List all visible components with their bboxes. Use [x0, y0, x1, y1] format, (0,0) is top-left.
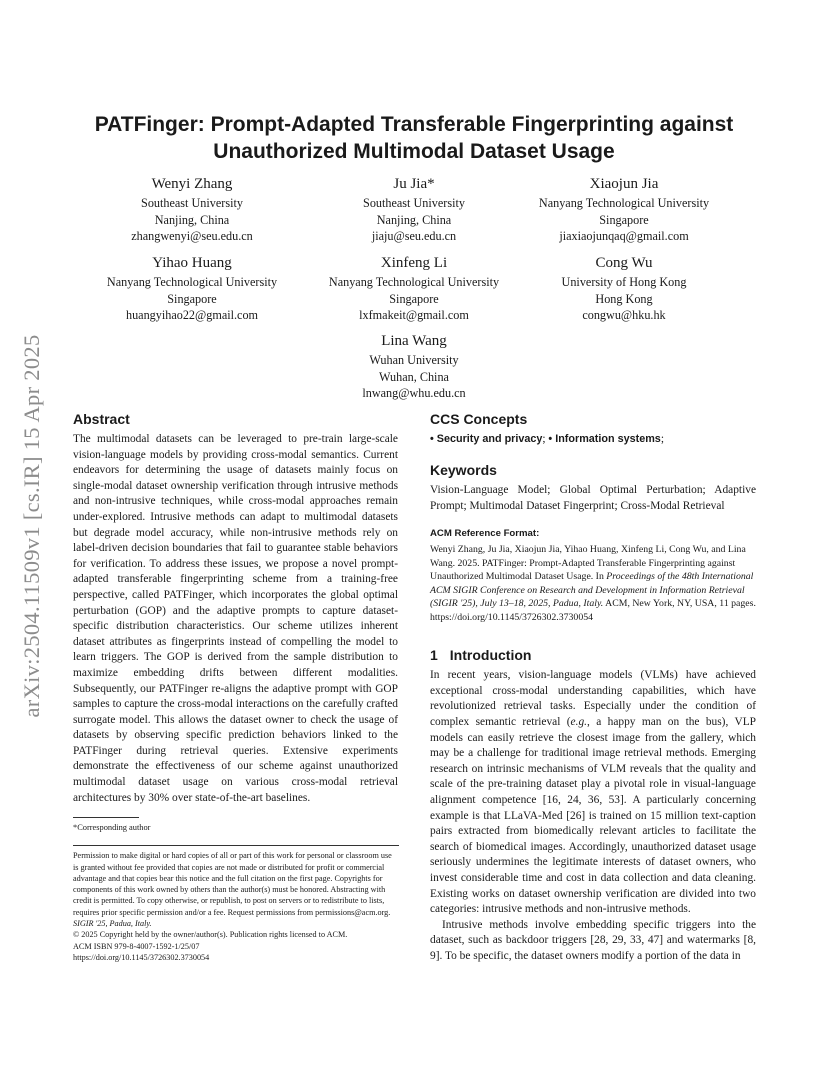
keywords-heading: Keywords	[430, 462, 497, 478]
author-affiliation: University of Hong Kong	[561, 275, 687, 289]
author-email[interactable]: huangyihao22@gmail.com	[125, 308, 259, 322]
introduction-paragraph: Intrusive methods involve embedding specific triggers into the dataset, such as backdoor triggers [28, 29, 33, 47] and watermarks [8, 9]. To be specific, the dataset owners modify a portion of the data in	[430, 918, 756, 962]
paper-title: PATFinger: Prompt-Adapted Transferable Fingerprinting against Unauthorized Multimodal Dataset Usage	[94, 113, 734, 163]
author-affiliation: Nanyang Technological University	[538, 196, 710, 210]
abstract-heading: Abstract	[73, 411, 130, 427]
author-email[interactable]: lnwang@whu.edu.cn	[362, 386, 466, 400]
copyright-line: © 2025 Copyright held by the owner/author(s). Publication rights licensed to ACM.	[73, 930, 348, 940]
permission-divider	[73, 845, 399, 846]
author-name: Wenyi Zhang	[151, 176, 233, 192]
author-affiliation: Nanyang Technological University	[328, 275, 500, 289]
acm-reference-tail: ACM, New York, NY, USA, 11 pages. https://doi.org/10.1145/3726302.3730054	[430, 598, 756, 623]
author-email[interactable]: jiaju@seu.edu.cn	[371, 229, 457, 243]
arxiv-identifier: arXiv:2504.11509v1 [cs.IR] 15 Apr 2025	[19, 334, 44, 718]
section-title: Introduction	[449, 647, 532, 664]
permission-block	[73, 850, 398, 963]
author-name: Yihao Huang	[152, 255, 232, 271]
ccs-heading: CCS Concepts	[430, 411, 528, 427]
abstract-text: The multimodal datasets can be leveraged to pre-train large-scale vision-language models by providing cross-modal semantics. Current endeavors for determining the usage of datasets mainly focus on single-modal dataset ownership verification through intrusive methods and non-intrusive techniques, while cross-modal approaches remain under-explored. Intrusive methods can adapt to multimodal datasets but degrade model accuracy, while non-intrusive methods rely on label-driven decision boundaries that fail to guarantee stable behaviors for verification. To address these issues, we propose a novel prompt-adapted transferable fingerprinting scheme from a training-free perspective, called PATFinger, which incorporates the global optimal perturbation (GOP) and the adaptive prompts to capture dataset-specific distribution characteristics. Our scheme utilizes inherent dataset attributes as fingerprints instead of compelling the model to learn triggers. The GOP is derived from the sample distribution to maximize embedding drifts between different modalities. Subsequently, our PATFinger re-aligns the adaptive prompt with GOP samples to capture the cross-modal interactions on the carefully crafted surrogate model. This allows the dataset owner to check the usage of datasets by observing specific prediction behaviors linked to the PATFinger during retrieval queries. Extensive experiments demonstrate the effectiveness of our scheme against unauthorized multimodal dataset usage on various cross-modal retrieval architectures by 30% over state-of-the-art baselines.	[73, 433, 398, 804]
permission-text: Permission to make digital or hard copies of all or part of this work for personal or classroom use is granted without fee provided that copies are not made or distributed for profit or commercial advantage and that copies bear this notice and the full citation on the first page. Copyrights for components of this work owned by others than the author(s) must be honored. Abstracting with credit is permitted. To copy otherwise, or republish, to post on servers or to redistribute to lists, requires prior specific permission and/or a fee. Request permissions from permissions@acm.org.	[73, 851, 392, 917]
introduction-heading	[430, 646, 756, 664]
section-number: 1	[430, 647, 438, 664]
author-name: Cong Wu	[595, 255, 653, 271]
author-block	[62, 254, 322, 324]
author-email[interactable]: congwu@hku.hk	[582, 308, 666, 322]
author-block	[494, 175, 754, 245]
ccs-separator: ;	[542, 433, 549, 445]
left-column	[73, 410, 398, 963]
right-column	[430, 410, 756, 964]
keywords-text: Vision-Language Model; Global Optimal Perturbation; Adaptive Prompt; Multimodal Dataset Fingerprint; Cross-Modal Retrieval	[430, 484, 756, 512]
author-email[interactable]: zhangwenyi@seu.edu.cn	[131, 229, 253, 243]
author-affiliation: Southeast University	[141, 196, 243, 210]
author-block	[284, 332, 544, 402]
author-affiliation: Nanyang Technological University	[106, 275, 278, 289]
author-name: Lina Wang	[381, 333, 447, 349]
author-name: Xiaojun Jia	[589, 176, 659, 192]
acm-reference-proceedings: Proceedings of the 48th International ACM SIGIR Conference on Research and Development in Information Retrieval (SIGIR '25), July 13–18, 2025, Padua, Italy.	[430, 571, 754, 610]
doi-link[interactable]: https://doi.org/10.1145/3726302.3730054	[73, 952, 210, 962]
author-block	[494, 254, 754, 324]
arxiv-side-stamp	[12, 296, 52, 756]
introduction-paragraph	[430, 668, 756, 918]
ccs-end: ;	[660, 433, 664, 445]
acm-reference-text	[430, 543, 756, 624]
author-location: Nanjing, China	[154, 212, 230, 227]
intro-eg: e.g.	[570, 715, 587, 728]
author-location: Nanjing, China	[376, 212, 452, 227]
author-location: Singapore	[167, 291, 217, 306]
author-location: Singapore	[389, 291, 439, 306]
author-location: Wuhan, China	[379, 369, 449, 384]
author-affiliation: Wuhan University	[369, 353, 459, 367]
acm-reference-authors: Wenyi Zhang, Ju Jia, Xiaojun Jia, Yihao Huang, Xinfeng Li, Cong Wu, and Lina Wang. 2025. PATFinger: Prompt-Adapted Transferable Fingerprinting against Unauthorized Multimodal Dataset Usage. In	[430, 544, 746, 583]
footnote-divider	[73, 817, 139, 818]
author-location: Singapore	[599, 212, 649, 227]
author-email[interactable]: jiaxiaojunqaq@gmail.com	[559, 229, 689, 243]
author-name: Ju Jia*	[393, 176, 435, 192]
ccs-concepts	[430, 432, 756, 447]
author-block	[62, 175, 322, 245]
isbn-line: ACM ISBN 979-8-4007-1592-1/25/07	[73, 941, 200, 951]
corresponding-author-footnote: *Corresponding author	[73, 823, 151, 833]
author-name: Xinfeng Li	[380, 255, 448, 271]
intro-text: In recent years, vision-language models (VLMs) have achieved exceptional cross-modal understanding capabilities, which have revolutionized retrieval tasks. Especially under the condition of complex semantic retrieval (	[430, 669, 756, 728]
author-location: Hong Kong	[595, 291, 653, 306]
venue-line: SIGIR '25, Padua, Italy.	[73, 919, 152, 929]
author-email[interactable]: lxfmakeit@gmail.com	[359, 308, 469, 322]
author-affiliation: Southeast University	[363, 196, 465, 210]
acm-reference-heading: ACM Reference Format:	[430, 528, 540, 540]
intro-text: , a happy man on the bus), VLP models can easily retrieve the closest image from the gallery, which may be a challenge for traditional image retrieval methods. Emerging research on intrinsic mechanisms of VLM reveals that the quality and scale of the pre-training dataset play a pivotal role in visual-language alignment competence [16, 24, 36, 53]. A particularly concerning example is that LLaVA-Med [26] is trained on 15 million text-caption pairs extracted from biomedically relevant articles to facilitate the search of biomedical images. Accordingly, unauthorized dataset usage seriously undermines the legitimate interests of dataset owners, who invest considerable time and cost in data collection and data cleaning. Existing works on dataset ownership verification are divided into two categories: intrusive methods and non-intrusive methods.	[430, 715, 756, 916]
ccs-item: • Information systems	[548, 433, 661, 445]
ccs-item: • Security and privacy	[430, 433, 543, 445]
